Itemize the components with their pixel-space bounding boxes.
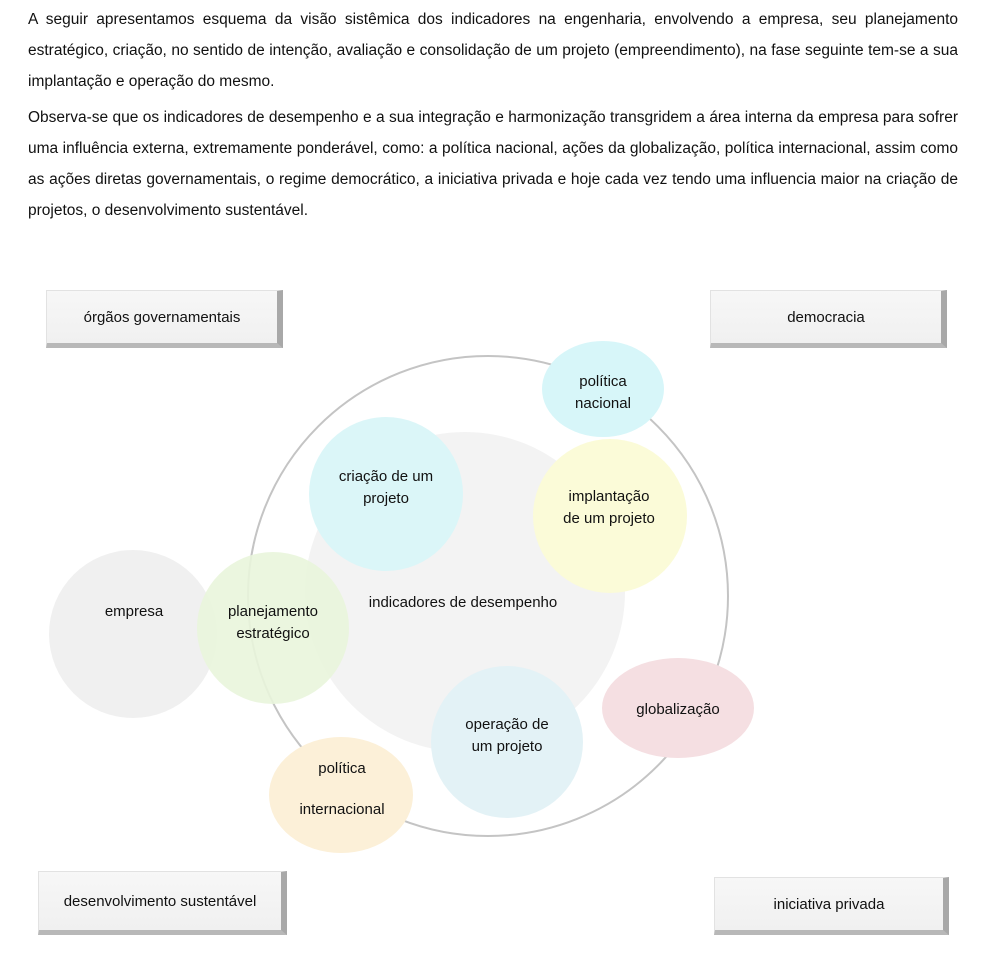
democracia-label: democracia (787, 308, 865, 326)
desenvolvimento-sustentavel-label: desenvolvimento sustentável (63, 892, 257, 910)
planejamento-label-line1: planejamento (227, 603, 319, 620)
iniciativa-privada-label: iniciativa privada (773, 895, 885, 913)
politica-nacional-label-line2: nacional (575, 395, 631, 412)
operacao-label-line2: um projeto (471, 738, 543, 755)
orgaos-governamentais-box (46, 290, 283, 348)
planejamento-label-line2: estratégico (236, 625, 310, 642)
empresa-label: empresa (104, 603, 164, 620)
intro-paragraph-1: A seguir apresentamos esquema da visão sistêmica dos indicadores na engenharia, envolvendo a empresa, seu planejamento estratégico, criação, no sentido de intenção, avaliação e consolidação de um projeto (empreendimento), na fase seguinte tem-se a sua implantação e operação do mesmo. (28, 11, 958, 90)
politica-internacional-label-line2: internacional (299, 801, 385, 818)
iniciativa-privada-box (714, 877, 949, 935)
politica-internacional-label-line1: política (318, 760, 366, 777)
democracia-box (710, 290, 947, 348)
politica-internacional-circle (269, 737, 413, 853)
intro-paragraph-2: Observa-se que os indicadores de desempenho e a sua integração e harmonização transgridem a área interna da empresa para sofrer uma influência externa, extremamente ponderável, como: a política nacional, ações da globalização, política internacional, assim como as ações diretas governamentais, o regime democrático, a iniciativa privada e hoje cada vez tendo uma influencia maior na criação de projetos, o desenvolvimento sustentável. (28, 109, 958, 219)
desenvolvimento-sustentavel-box (38, 871, 287, 935)
implantacao-label-line1: implantação (568, 488, 650, 505)
implantacao-label-line2: de um projeto (563, 510, 655, 527)
criacao-label-line2: projeto (363, 490, 409, 507)
orgaos-governamentais-label: órgãos governamentais (83, 308, 241, 326)
operacao-label-line1: operação de (465, 716, 549, 733)
politica-nacional-label-line1: política (579, 373, 627, 390)
globalizacao-label: globalização (636, 701, 720, 718)
criacao-label-line1: criação de um (338, 468, 434, 485)
indicadores-label: indicadores de desempenho (368, 594, 558, 611)
empresa-circle (49, 550, 217, 718)
